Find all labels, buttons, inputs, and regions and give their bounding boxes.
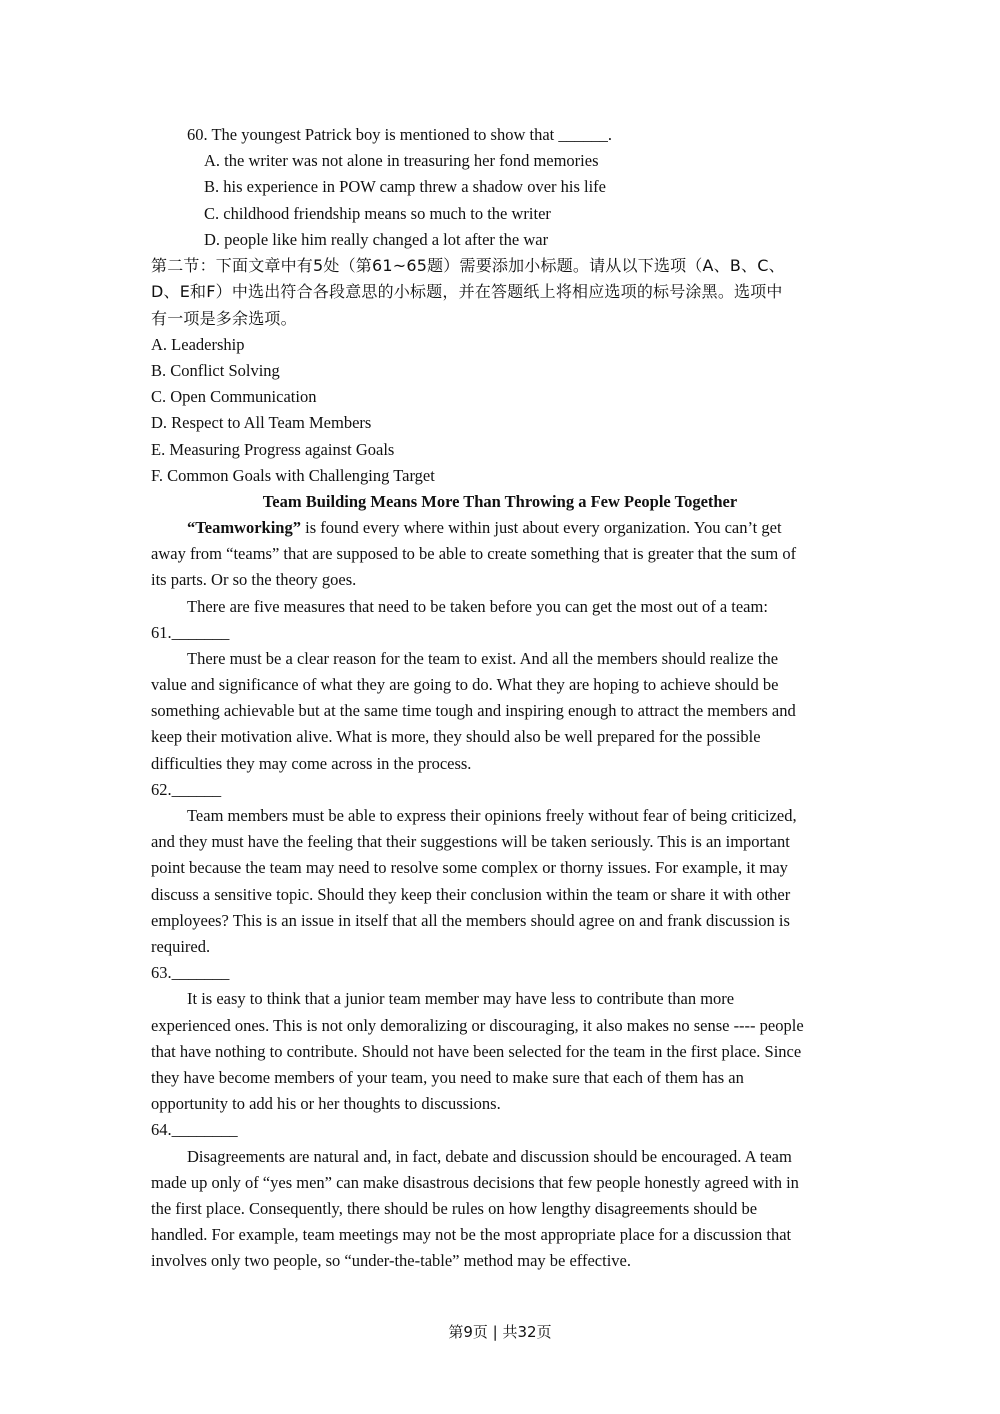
paragraph-62-line: discuss a sensitive topic. Should they keep their conclusion within the team or share it with other (151, 885, 791, 904)
heading-choice-e: E. Measuring Progress against Goals (151, 440, 395, 459)
paragraph-63-line: opportunity to add his or her thoughts to discussions. (151, 1094, 501, 1113)
question-63-blank: 63._______ (151, 963, 230, 982)
paragraph-64-line: Disagreements are natural and, in fact, debate and discussion should be encouraged. A team (187, 1147, 792, 1166)
question-60-stem: 60. The youngest Patrick boy is mentioned to show that ______. (187, 125, 612, 144)
paragraph-62-line: and they must have the feeling that their suggestions will be taken seriously. This is an important (151, 832, 790, 851)
question-60-option-b: B. his experience in POW camp threw a shadow over his life (204, 177, 607, 196)
paragraph-63-line: that have nothing to contribute. Should not have been selected for the team in the first place. Since (151, 1042, 802, 1061)
question-64-blank: 64.________ (151, 1120, 238, 1139)
intro-line-3: its parts. Or so the theory goes. (151, 570, 357, 589)
heading-choice-c: C. Open Communication (151, 387, 317, 406)
paragraph-61-line: difficulties they may come across in the process. (151, 754, 472, 773)
heading-choice-d: D. Respect to All Team Members (151, 413, 372, 432)
page-number: 第9页 | 共32页 (448, 1323, 552, 1341)
intro-line-2: away from “teams” that are supposed to be able to create something that is greater that the sum of (151, 544, 797, 563)
paragraph-61-line: value and significance of what they are going to do. What they are hoping to achieve should be (151, 675, 779, 694)
section-instructions-line-3: 有一项是多余选项。 (151, 309, 297, 328)
paragraph-61-line: something achievable but at the same time tough and inspiring enough to attract the members and (151, 701, 796, 720)
measures-line: There are five measures that need to be taken before you can get the most out of a team: (187, 597, 768, 616)
paragraph-64-line: made up only of “yes men” can make disastrous decisions that few people honestly agreed with in (151, 1173, 799, 1192)
paragraph-63-line: they have become members of your team, you need to make sure that each of them has an (151, 1068, 744, 1087)
paragraph-62-line: required. (151, 937, 211, 956)
paragraph-62-line: employees? This is an issue in itself that all the members should agree on and frank discussion is (151, 911, 790, 930)
article-title: Team Building Means More Than Throwing a Few People Together (262, 492, 738, 511)
heading-choice-b: B. Conflict Solving (151, 361, 280, 380)
paragraph-63-line: It is easy to think that a junior team member may have less to contribute than more (187, 989, 735, 1008)
heading-choice-f: F. Common Goals with Challenging Target (151, 466, 435, 485)
paragraph-61-line: keep their motivation alive. What is more, they should also be well prepared for the possible (151, 727, 761, 746)
question-61-blank: 61._______ (151, 623, 230, 642)
paragraph-64-line: involves only two people, so “under-the-table” method may be effective. (151, 1251, 631, 1270)
question-60-option-d: D. people like him really changed a lot after the war (204, 230, 549, 249)
paragraph-64-line: the first place. Consequently, there should be rules on how lengthy disagreements should be (151, 1199, 758, 1218)
question-62-blank: 62.______ (151, 780, 222, 799)
paragraph-62-line: point because the team may need to resolve some complex or thorny issues. For example, it may (151, 858, 788, 877)
section-instructions-line-2: D、E和F）中选出符合各段意思的小标题，并在答题纸上将相应选项的标号涂黑。选项中 (151, 282, 783, 301)
paragraph-61-line: There must be a clear reason for the team to exist. And all the members should realize the (187, 649, 779, 668)
intro-line-1-rest: is found every where within just about every organization. You can’t get (301, 518, 782, 537)
section-instructions-line-1: 第二节：下面文章中有5处（第61~65题）需要添加小标题。请从以下选项（A、B、C、 (151, 256, 785, 275)
heading-choice-a: A. Leadership (151, 335, 245, 354)
paragraph-63-line: experienced ones. This is not only demoralizing or discouraging, it also makes no sense ---- people (151, 1016, 804, 1035)
paragraph-64-line: handled. For example, team meetings may not be the most appropriate place for a discussion that (151, 1225, 792, 1244)
paragraph-62-line: Team members must be able to express their opinions freely without fear of being criticized, (187, 806, 797, 825)
question-60-option-c: C. childhood friendship means so much to the writer (204, 204, 551, 223)
question-60-option-a: A. the writer was not alone in treasuring her fond memories (204, 151, 599, 170)
intro-term: “Teamworking” (187, 518, 301, 537)
intro-line-1 (187, 515, 782, 541)
